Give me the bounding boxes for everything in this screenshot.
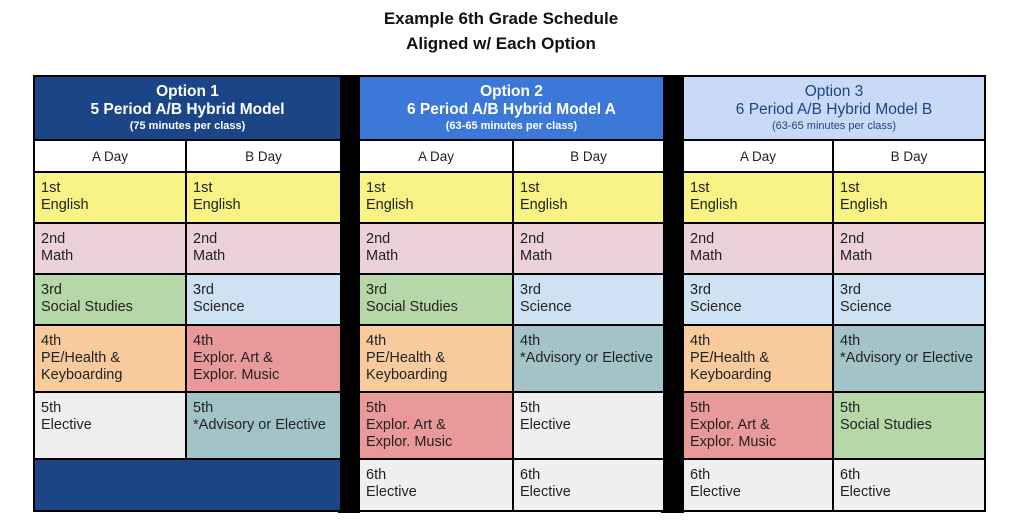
option-1-b-period-4: 4th Explor. Art & Explor. Music [186,325,341,392]
option-3-header [683,76,985,140]
option-2-a-day-header: A Day [359,140,513,172]
option-1-b-period-2: 2nd Math [186,223,341,274]
option-2-a-period-5: 5th Explor. Art & Explor. Music [359,392,513,459]
option-1-table [33,75,342,512]
option-1-minutes: (75 minutes per class) [129,120,246,132]
option-2-minutes: (63-65 minutes per class) [445,120,578,132]
option-2-a-period-6: 6th Elective [359,459,513,511]
option-1-b-period-1: 1st English [186,172,341,223]
option-3-model: 6 Period A/B Hybrid Model B [735,101,933,118]
option-1-a-day-header: A Day [34,140,186,172]
option-2-header [359,76,664,140]
option-3-a-period-6: 6th Elective [683,459,833,511]
option-1-model: 5 Period A/B Hybrid Model [90,101,285,118]
option-1-a-period-3: 3rd Social Studies [34,274,186,325]
option-3-table [682,75,986,512]
option-3-b-period-2: 2nd Math [833,223,985,274]
option-2-name: Option 2 [480,83,543,100]
option-2-a-period-2: 2nd Math [359,223,513,274]
option-2-table [358,75,665,512]
option-2-a-period-4: 4th PE/Health & Keyboarding [359,325,513,392]
option-1-b-day-header: B Day [186,140,341,172]
option-2-a-period-1: 1st English [359,172,513,223]
option-3-name: Option 3 [804,83,864,100]
option-1-header [34,76,341,140]
option-2-b-period-1: 1st English [513,172,664,223]
option-2-a-period-3: 3rd Social Studies [359,274,513,325]
option-1-empty-row [34,459,341,511]
option-3-a-period-2: 2nd Math [683,223,833,274]
option-2-b-period-2: 2nd Math [513,223,664,274]
option-3-b-period-4: 4th *Advisory or Elective [833,325,985,392]
option-3-b-day-header: B Day [833,140,985,172]
option-2-b-period-6: 6th Elective [513,459,664,511]
option-3-a-period-1: 1st English [683,172,833,223]
option-3-a-day-header: A Day [683,140,833,172]
title-line-1: Example 6th Grade Schedule [383,9,619,28]
option-3-b-period-1: 1st English [833,172,985,223]
option-3-b-period-3: 3rd Science [833,274,985,325]
option-3-a-period-3: 3rd Science [683,274,833,325]
option-3-a-period-5: 5th Explor. Art & Explor. Music [683,392,833,459]
option-1-a-period-5: 5th Elective [34,392,186,459]
title-line-2: Aligned w/ Each Option [406,34,596,53]
option-1-b-period-3: 3rd Science [186,274,341,325]
option-1-a-period-2: 2nd Math [34,223,186,274]
option-2-b-period-4: 4th *Advisory or Elective [513,325,664,392]
option-3-b-period-5: 5th Social Studies [833,392,985,459]
option-2-model: 6 Period A/B Hybrid Model A [407,101,616,118]
option-3-a-period-4: 4th PE/Health & Keyboarding [683,325,833,392]
page-title [0,6,1002,56]
option-1-a-period-4: 4th PE/Health & Keyboarding [34,325,186,392]
option-2-b-day-header: B Day [513,140,664,172]
option-2-b-period-3: 3rd Science [513,274,664,325]
option-1-a-period-1: 1st English [34,172,186,223]
option-3-minutes: (63-65 minutes per class) [771,120,897,132]
option-1-name: Option 1 [156,83,219,100]
option-2-b-period-5: 5th Elective [513,392,664,459]
option-3-b-period-6: 6th Elective [833,459,985,511]
option-1-b-period-5: 5th *Advisory or Elective [186,392,341,459]
